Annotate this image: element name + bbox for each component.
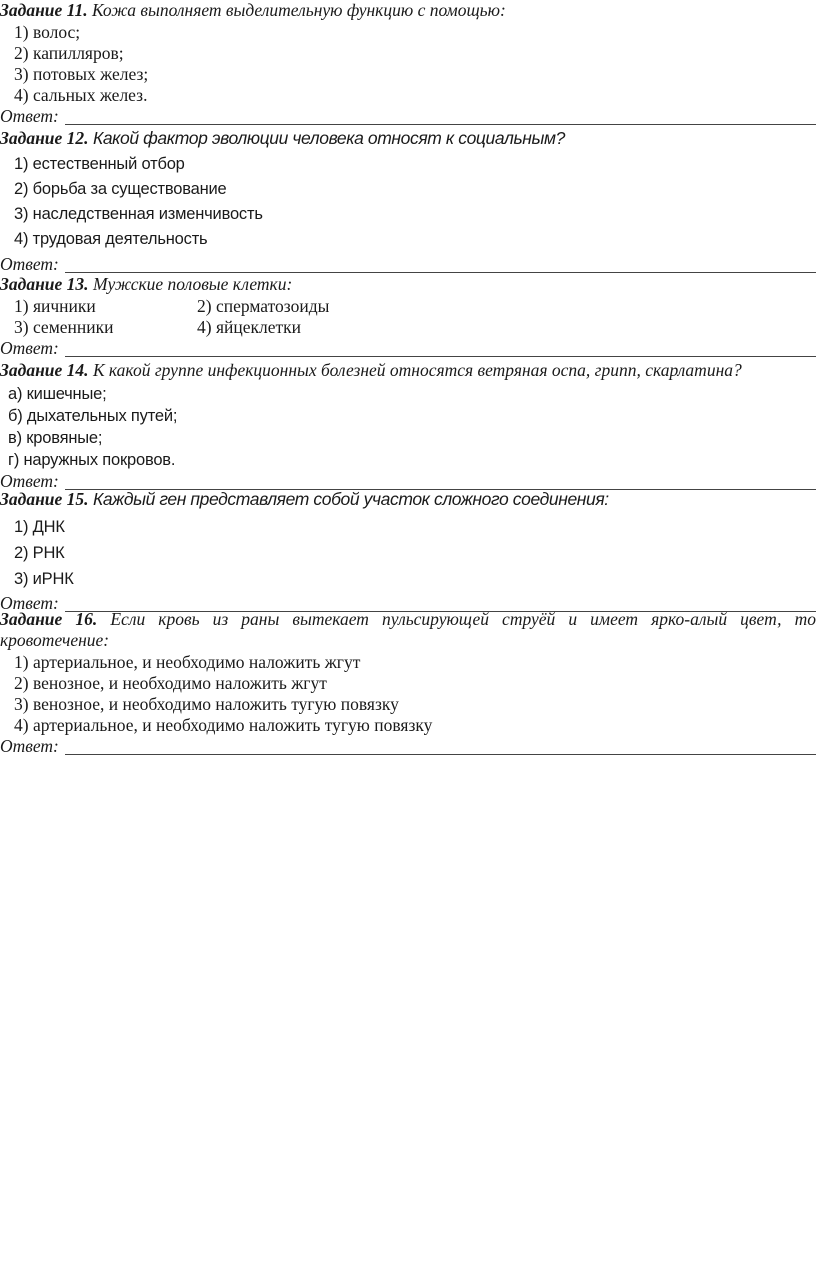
option: 4) яйцеклетки [197,317,302,337]
option: 3) иРНК [14,570,74,588]
option: 2) венозное, и необходимо наложить жгут [14,673,327,693]
answer-field[interactable] [0,254,816,275]
answer-label: Ответ: [0,106,59,126]
task-14-heading [0,360,816,381]
task-15-heading [0,489,816,510]
task-question: Мужские половые клетки: [92,274,293,294]
task-11 [0,0,816,127]
answer-field[interactable] [0,106,816,127]
task-question: Какой фактор эволюции человека относят к социальным? [92,128,565,148]
option: 1) артериальное, и необходимо наложить жгут [14,652,361,672]
task-number: Задание 14. [0,360,89,380]
task-13-heading [0,274,816,295]
answer-label: Ответ: [0,254,59,274]
answer-line[interactable] [65,475,816,490]
option: г) наружных покровов. [8,451,176,469]
option: 1) яичники [14,296,96,316]
option: 4) сальных желез. [14,85,148,105]
option: 3) семенники [14,317,114,337]
option: 2) капилляров; [14,43,124,63]
task-16 [0,609,816,757]
task-number: Задание 12. [0,128,89,148]
options-row [0,317,816,338]
option: 2) РНК [14,544,65,562]
option: б) дыхательных путей; [8,407,178,425]
answer-label: Ответ: [0,593,59,613]
task-11-heading [0,0,816,21]
option: 1) естественный отбор [14,155,185,173]
task-15 [0,489,816,614]
task-number: Задание 16. [0,609,98,629]
option: 1) ДНК [14,518,65,536]
option: 4) трудовая деятельность [14,230,208,248]
option: 2) сперматозоиды [197,296,330,316]
answer-line[interactable] [65,740,816,755]
answer-field[interactable] [0,736,816,757]
task-question: Если кровь из раны вытекает пульсирующей струёй и имеет ярко-алый цвет, то [110,609,816,629]
task-question: Каждый ген представляет собой участок сложного соединения: [92,489,609,509]
task-14 [0,360,816,492]
task-question-continued: кровотечение: [0,630,110,650]
option: 3) венозное, и необходимо наложить тугую повязку [14,694,399,714]
task-number: Задание 13. [0,274,89,294]
task-number: Задание 15. [0,489,89,509]
answer-label: Ответ: [0,471,59,491]
task-12 [0,128,816,275]
option: 2) борьба за существование [14,180,227,198]
task-12-heading [0,128,816,149]
answer-line[interactable] [65,110,816,125]
option: 3) потовых желез; [14,64,149,84]
task-question: Кожа выполняет выделительную функцию с помощью: [91,0,506,20]
answer-line[interactable] [65,342,816,357]
option: 1) волос; [14,22,81,42]
option: 3) наследственная изменчивость [14,205,263,223]
options-row [0,296,816,317]
answer-field[interactable] [0,338,816,359]
answer-line[interactable] [65,258,816,273]
answer-label: Ответ: [0,338,59,358]
option: 4) артериальное, и необходимо наложить тугую повязку [14,715,433,735]
task-question: К какой группе инфекционных болезней относятся ветряная оспа, грипп, скарлатина? [92,360,742,380]
answer-label: Ответ: [0,736,59,756]
task-13 [0,274,816,359]
task-16-heading [0,609,816,630]
option: в) кровяные; [8,429,103,447]
task-number: Задание 11. [0,0,88,20]
option: а) кишечные; [8,385,107,403]
